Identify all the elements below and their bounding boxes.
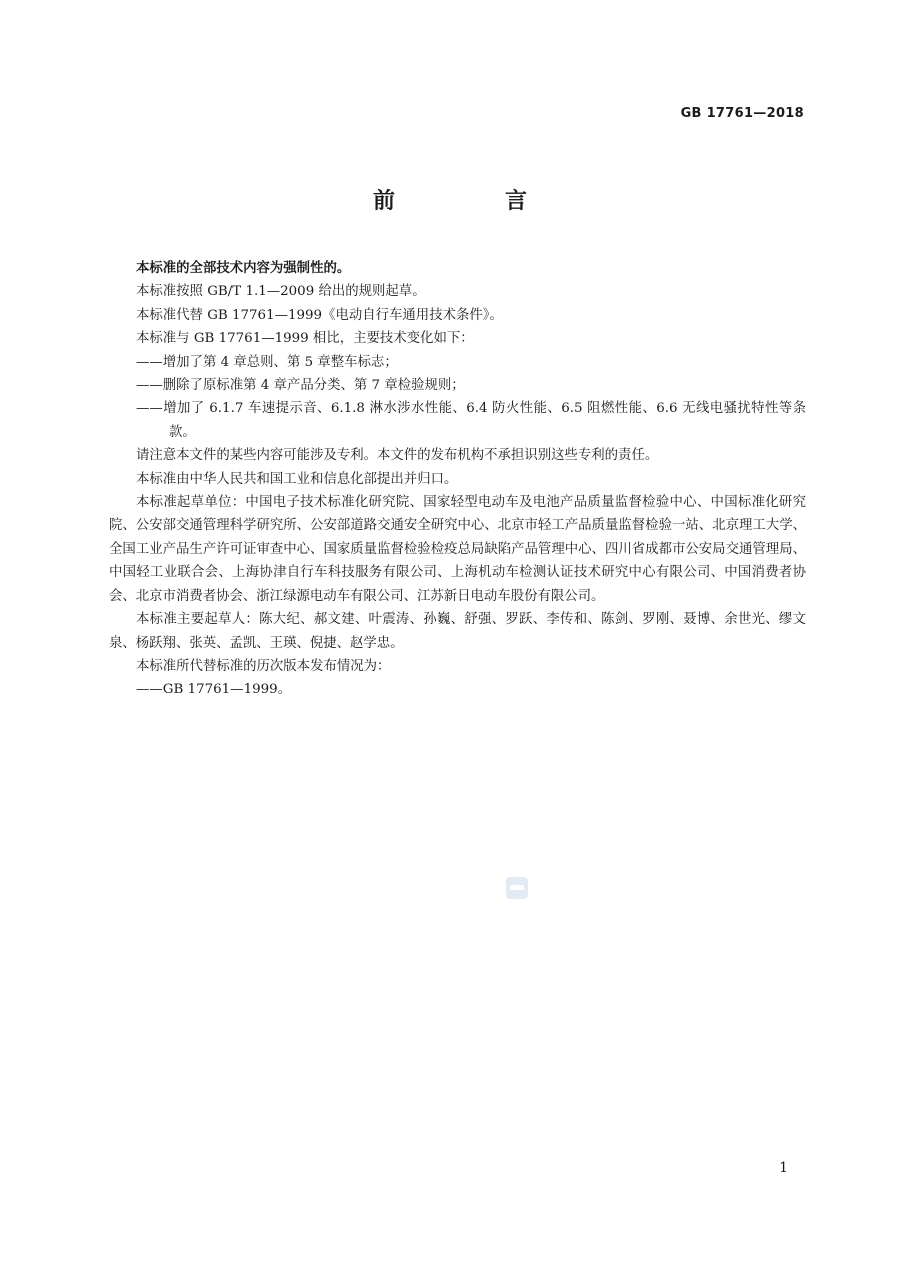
page-number: 1 xyxy=(779,1160,788,1176)
change-item-added-chapters: ——增加了第 4 章总则、第 5 章整车标志； xyxy=(136,354,398,370)
foreword-body xyxy=(109,257,806,702)
history-item: ——GB 17761—1999。 xyxy=(136,682,292,698)
patent-notice-paragraph: 请注意本文件的某些内容可能涉及专利。本文件的发布机构不承担识别这些专利的责任。 xyxy=(136,448,659,464)
history-intro-paragraph: 本标准所代替标准的历次版本发布情况为： xyxy=(136,658,391,674)
page-title: 前 言 xyxy=(372,189,571,214)
changes-intro-paragraph: 本标准与 GB 17761—1999 相比，主要技术变化如下： xyxy=(136,331,474,347)
change-item-added-clauses: ——增加了 6.1.7 车速提示音、6.1.8 淋水涉水性能、6.4 防火性能、6.5 阻燃性能、6.6 无线电骚扰特性等条款。 xyxy=(136,401,806,440)
change-item-removed-chapters: ——删除了原标准第 4 章产品分类、第 7 章检验规则； xyxy=(136,378,465,394)
drafting-units-paragraph: 本标准起草单位：中国电子技术标准化研究院、国家轻型电动车及电池产品质量监督检验中心、中国标准化研究院、公安部交通管理科学研究所、公安部道路交通安全研究中心、北京市轻工产品质量监督检验一站、北京理工大学、全国工业产品生产许可证审查中心、国家质量监督检验检疫总局缺陷产品管理中心、四川省成都市公安局交通管理局、中国轻工业联合会、上海协津自行车科技服务有限公司、上海机动车检测认证技术研究中心有限公司、中国消费者协会、北京市消费者协会、浙江绿源电动车有限公司、江苏新日电动车股份有限公司。 xyxy=(109,495,806,604)
watermark-logo-icon xyxy=(506,877,528,899)
replacement-paragraph: 本标准代替 GB 17761—1999《电动自行车通用技术条件》。 xyxy=(136,307,503,323)
standard-code: GB 17761—2018 xyxy=(680,106,804,121)
proposer-paragraph: 本标准由中华人民共和国工业和信息化部提出并归口。 xyxy=(136,471,458,487)
drafters-paragraph: 本标准主要起草人：陈大纪、郝文建、叶震涛、孙巍、舒强、罗跃、李传和、陈剑、罗刚、聂博、余世光、缪文泉、杨跃翔、张英、孟凯、王瑛、倪捷、赵学忠。 xyxy=(109,612,806,651)
mandatory-statement: 本标准的全部技术内容为强制性的。 xyxy=(136,261,351,276)
drafting-rules-paragraph: 本标准按照 GB/T 1.1—2009 给出的规则起草。 xyxy=(136,284,426,300)
